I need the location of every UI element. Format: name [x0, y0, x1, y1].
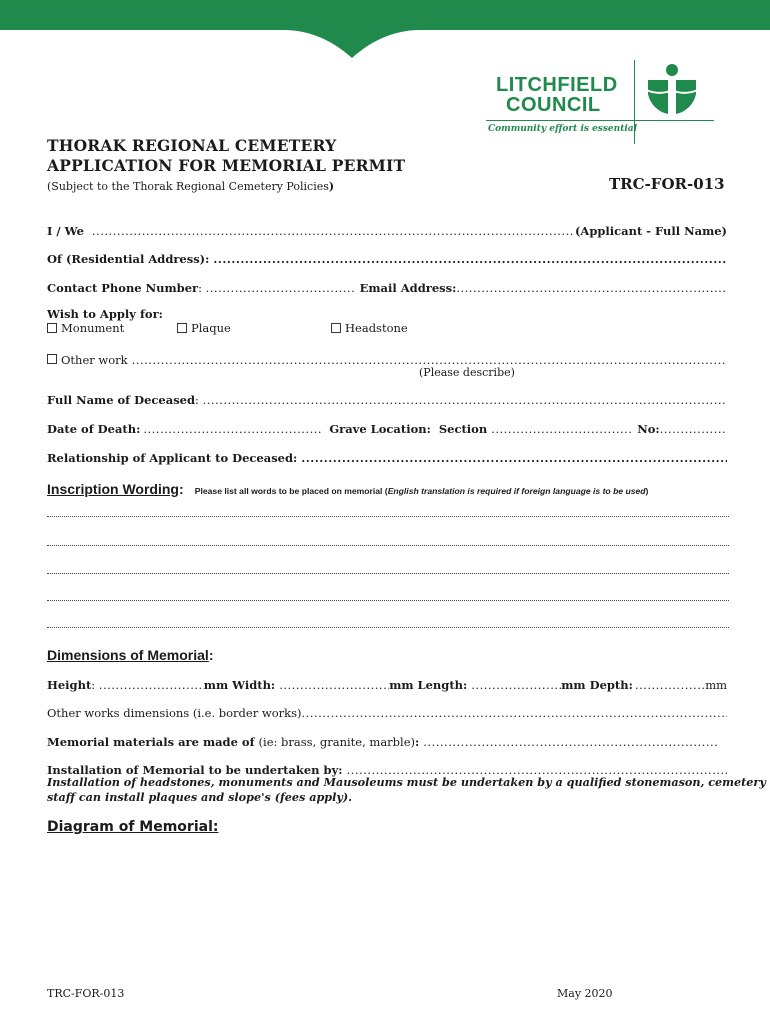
materials-row[interactable]: Memorial materials are made of (ie: brass, granite, marble) : .....: [47, 733, 727, 749]
please-describe: (Please describe): [419, 366, 515, 379]
i-we-label: I / We: [47, 224, 84, 238]
email-field[interactable]: [456, 281, 727, 295]
logo-text-litchfield: LITCHFIELD: [496, 74, 618, 96]
deceased-name-field[interactable]: [203, 393, 727, 407]
address-label: Of (Residential Address):: [47, 252, 210, 266]
height-field[interactable]: [99, 678, 204, 692]
footer-date: May 2020: [557, 987, 613, 1000]
title-line-2: APPLICATION FOR MEMORIAL PERMIT: [47, 156, 406, 175]
date-of-death-field[interactable]: [143, 422, 323, 436]
deceased-name-row[interactable]: Full Name of Deceased : .....: [47, 391, 727, 407]
width-label: mm Width:: [203, 678, 276, 692]
inscription-line-2[interactable]: [47, 543, 729, 546]
litchfield-council-logo: [480, 60, 720, 146]
phone-field[interactable]: [206, 281, 356, 295]
headstone-checkbox[interactable]: [331, 323, 341, 333]
materials-hint: (ie: brass, granite, marble): [258, 735, 416, 749]
length-field[interactable]: [471, 678, 561, 692]
depth-unit: mm: [705, 678, 727, 692]
dimensions-colon: :: [208, 647, 214, 663]
subtitle-text: (Subject to the Thorak Regional Cemetery Policies: [47, 180, 329, 193]
inscription-note-post: ): [645, 486, 649, 496]
address-field[interactable]: [213, 252, 727, 266]
grave-location-label: Grave Location:: [329, 422, 431, 436]
relationship-field[interactable]: [301, 451, 727, 465]
section-label: Section: [438, 422, 488, 436]
death-grave-row[interactable]: [47, 420, 727, 436]
dimensions-heading-row: [47, 645, 213, 664]
plaque-option[interactable]: [177, 321, 231, 335]
grave-no-label: No:: [637, 422, 660, 436]
title-line-1: THORAK REGIONAL CEMETERY: [47, 136, 337, 155]
other-dimensions-label: Other works dimensions (i.e. border works): [47, 706, 302, 720]
logo-rule: [486, 120, 714, 121]
installer-label: Installation of Memorial to be undertaken by:: [47, 763, 343, 777]
installation-note-line-1: Installation of headstones, monuments and Mausoleums must be undertaken by a qualified stonemason, cemetery: [47, 775, 766, 789]
length-label: mm Length:: [389, 678, 468, 692]
other-dimensions-row[interactable]: [47, 704, 727, 720]
address-row[interactable]: [47, 250, 727, 266]
inscription-heading-row: [47, 479, 648, 498]
inscription-colon: :: [178, 481, 184, 497]
contact-row[interactable]: Contact Phone Number : ..... Email Address: .....: [47, 279, 727, 295]
inscription-line-1[interactable]: [47, 514, 729, 517]
inscription-line-3[interactable]: [47, 571, 729, 574]
email-label: Email Address:: [359, 281, 457, 295]
depth-label: mm Depth:: [561, 678, 633, 692]
phone-label: Contact Phone Number: [47, 281, 199, 295]
other-work-checkbox[interactable]: [47, 354, 57, 364]
depth-field[interactable]: [635, 678, 705, 692]
inscription-note-italic: English translation is required if foreign language is to be used: [387, 486, 646, 496]
inscription-note-pre: Please list all words to be placed on memorial (: [194, 486, 388, 496]
headstone-option[interactable]: [331, 321, 408, 335]
diagram-area[interactable]: [47, 845, 729, 975]
council-emblem-icon: [644, 60, 700, 118]
inscription-line-4[interactable]: [47, 598, 729, 601]
plaque-checkbox[interactable]: [177, 323, 187, 333]
wish-label: Wish to Apply for:: [47, 307, 163, 321]
section-field[interactable]: [491, 422, 631, 436]
inscription-line-5[interactable]: [47, 625, 729, 628]
width-field[interactable]: [279, 678, 389, 692]
other-work-row[interactable]: [47, 351, 727, 367]
plaque-label: Plaque: [191, 321, 231, 335]
height-label: Height: [47, 678, 92, 692]
installation-note: [47, 775, 766, 805]
materials-label: Memorial materials are made of: [47, 735, 255, 749]
deceased-name-label: Full Name of Deceased: [47, 393, 196, 407]
headstone-label: Headstone: [345, 321, 408, 335]
applicant-name-suffix: (Applicant - Full Name): [574, 224, 727, 238]
monument-label: Monument: [61, 321, 125, 335]
applicant-name-row[interactable]: [47, 222, 727, 238]
monument-option[interactable]: [47, 321, 124, 335]
other-work-label: Other work: [61, 353, 128, 367]
grave-no-field[interactable]: [660, 422, 727, 436]
other-dimensions-field[interactable]: [302, 706, 728, 720]
subtitle-close: ): [328, 180, 335, 193]
other-work-field[interactable]: [132, 353, 727, 367]
diagram-heading: Diagram of Memorial:: [47, 819, 219, 835]
materials-field[interactable]: [423, 735, 719, 749]
date-of-death-label: Date of Death:: [47, 422, 141, 436]
inscription-heading: Inscription Wording: [47, 481, 179, 497]
relationship-label: Relationship of Applicant to Deceased:: [47, 451, 298, 465]
subtitle: [47, 180, 334, 193]
footer-code: TRC-FOR-013: [47, 987, 125, 1000]
header-band: [0, 0, 770, 64]
applicant-name-field[interactable]: [92, 224, 573, 238]
monument-checkbox[interactable]: [47, 323, 57, 333]
form-code: TRC-FOR-013: [609, 175, 725, 193]
dimensions-row[interactable]: Height : ..... mm Width: ..... mm Length: ..... mm Depth: ..... mm: [47, 676, 727, 692]
installation-note-line-2: staff can install plaques and slope's (fees apply).: [47, 790, 353, 804]
dimensions-heading: Dimensions of Memorial: [47, 647, 209, 663]
relationship-row[interactable]: [47, 449, 727, 465]
inscription-note: [195, 486, 649, 496]
logo-tagline: Community effort is essential: [488, 124, 638, 134]
logo-text-council: COUNCIL: [506, 94, 601, 116]
